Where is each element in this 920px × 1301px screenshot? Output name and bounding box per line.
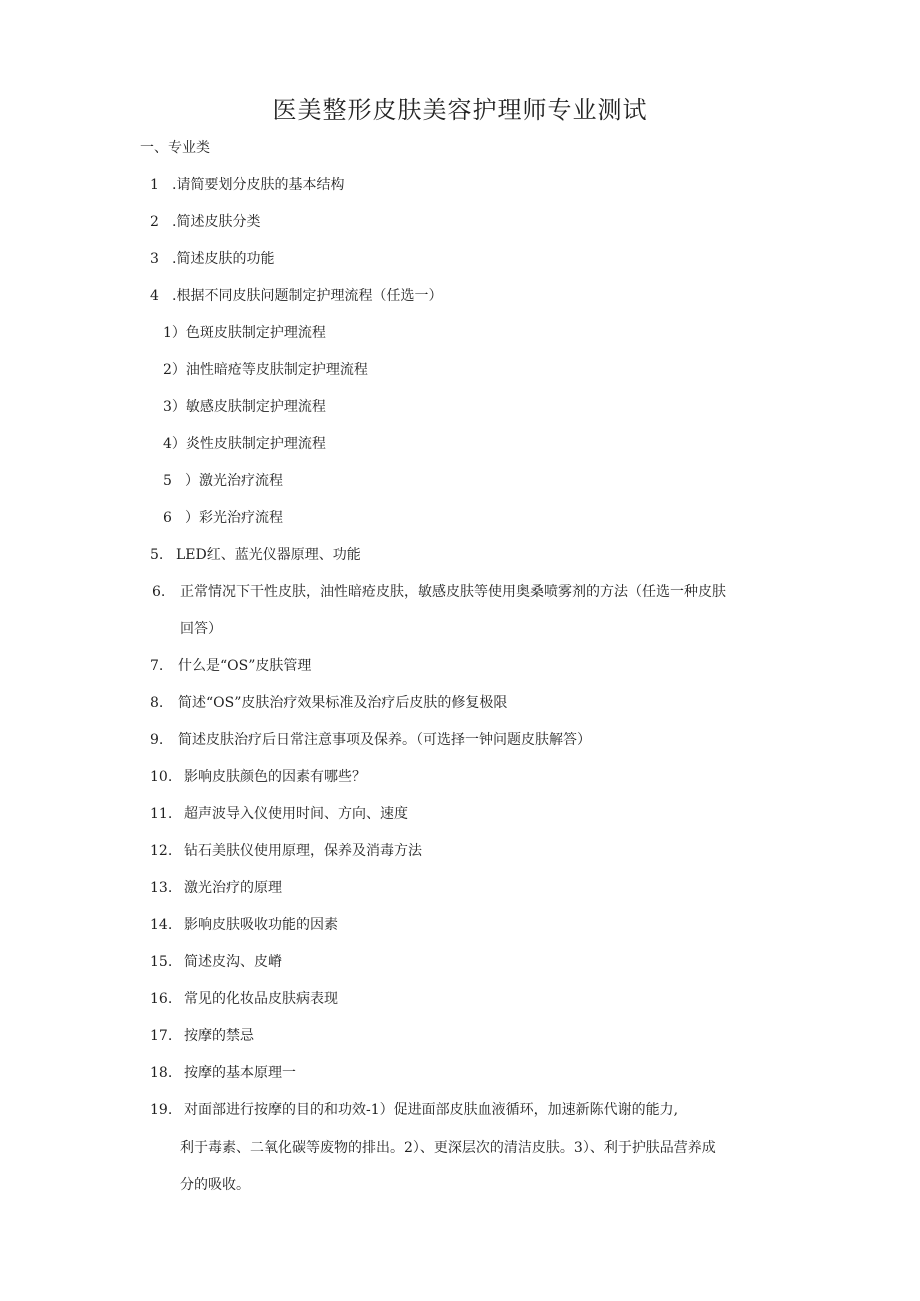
item-text: 激光治疗的原理	[184, 880, 282, 896]
item-number: 5.	[150, 547, 164, 563]
item-number: 14.	[150, 917, 173, 933]
item-text: 简述皮沟、皮嵴	[184, 954, 282, 970]
list-item	[150, 842, 422, 860]
item-number: 4）	[163, 436, 186, 452]
list-item	[150, 990, 338, 1008]
item-text: 按摩的禁忌	[184, 1028, 254, 1044]
item-number: 6.	[152, 584, 166, 600]
item-number: 13.	[150, 880, 173, 896]
item-text: LED红、蓝光仪器原理、功能	[176, 547, 361, 563]
sub-item	[163, 324, 326, 342]
item-text: 按摩的基本原理一	[184, 1065, 296, 1081]
list-item-continuation	[180, 1139, 716, 1157]
list-item	[150, 1101, 678, 1119]
item-number: 18.	[150, 1065, 173, 1081]
item-text: 炎性皮肤制定护理流程	[185, 436, 326, 452]
item-text: 回答）	[180, 621, 222, 637]
item-text: 简述皮肤治疗后日常注意事项及保养。（可选择一钟问题皮肤解答）	[178, 732, 591, 748]
list-item	[150, 546, 361, 564]
section-heading: 一、专业类	[140, 140, 210, 156]
list-item	[152, 583, 726, 601]
item-text: 油性暗疮等皮肤制定护理流程	[185, 362, 368, 378]
sub-item	[163, 509, 283, 527]
item-text: 超声波导入仪使用时间、方向、速度	[184, 806, 408, 822]
item-number: 11.	[150, 806, 173, 822]
item-text: .根据不同皮肤问题制定护理流程（任选一）	[172, 288, 443, 304]
item-text: .请简要划分皮肤的基本结构	[172, 177, 345, 193]
sub-item	[163, 435, 326, 453]
list-item	[150, 1064, 296, 1082]
sub-item	[163, 398, 326, 416]
item-text: .简述皮肤的功能	[172, 251, 275, 267]
list-item	[150, 731, 591, 749]
list-item	[150, 1027, 254, 1045]
item-number: 16.	[150, 991, 173, 1007]
item-text: ）激光治疗流程	[185, 473, 283, 489]
item-number: 2）	[163, 362, 186, 378]
list-item	[150, 953, 282, 971]
list-item	[150, 213, 260, 231]
item-text: .简述皮肤分类	[172, 214, 261, 230]
item-number: 5	[163, 473, 172, 489]
sub-item	[163, 472, 283, 490]
item-number: 3	[150, 251, 159, 267]
item-number: 1	[150, 177, 159, 193]
item-number: 10.	[150, 769, 173, 785]
sub-item	[163, 361, 368, 379]
list-item	[150, 176, 344, 194]
item-number: 2	[150, 214, 159, 230]
item-text: 什么是“OS”皮肤管理	[178, 658, 312, 674]
item-number: 1）	[163, 325, 186, 341]
list-item	[150, 657, 311, 675]
list-item	[150, 287, 442, 305]
item-number: 7.	[150, 658, 164, 674]
list-item	[150, 879, 282, 897]
item-number: 9.	[150, 732, 164, 748]
item-number: 19.	[150, 1102, 173, 1118]
item-text: 钻石美肤仪使用原理，保养及消毒方法	[184, 843, 422, 859]
item-text: 色斑皮肤制定护理流程	[185, 325, 326, 341]
item-number: 15.	[150, 954, 173, 970]
item-text: 常见的化妆品皮肤病表现	[184, 991, 338, 1007]
item-text: 影响皮肤吸收功能的因素	[184, 917, 338, 933]
list-item	[150, 805, 408, 823]
item-text: 敏感皮肤制定护理流程	[185, 399, 326, 415]
item-number: 3）	[163, 399, 186, 415]
item-text: 影响皮肤颜色的因素有哪些？	[184, 769, 366, 785]
item-number: 4	[150, 288, 159, 304]
item-number: 12.	[150, 843, 173, 859]
list-item	[150, 768, 366, 786]
item-number: 8.	[150, 695, 164, 711]
item-text: 对面部进行按摩的目的和功效-1）促进面部皮肤血液循环，加速新陈代谢的能力,	[184, 1102, 679, 1118]
item-text: 分的吸收。	[180, 1177, 250, 1193]
item-text: 利于毒素、二氧化碳等废物的排出。2）、更深层次的清洁皮肤。3）、利于护肤品营养成	[180, 1140, 716, 1156]
list-item-continuation	[180, 1176, 250, 1194]
item-number: 17.	[150, 1028, 173, 1044]
list-item	[150, 916, 338, 934]
list-item-continuation	[180, 620, 222, 638]
list-item	[150, 694, 507, 712]
item-number: 6	[163, 510, 172, 526]
document-title: 医美整形皮肤美容护理师专业测试	[272, 96, 648, 124]
item-text: ）彩光治疗流程	[185, 510, 283, 526]
item-text: 正常情况下干性皮肤，油性暗疮皮肤，敏感皮肤等使用奥桑喷雾剂的方法（任选一种皮肤	[180, 584, 726, 600]
item-text: 简述“OS”皮肤治疗效果标准及治疗后皮肤的修复极限	[178, 695, 508, 711]
list-item	[150, 250, 274, 268]
